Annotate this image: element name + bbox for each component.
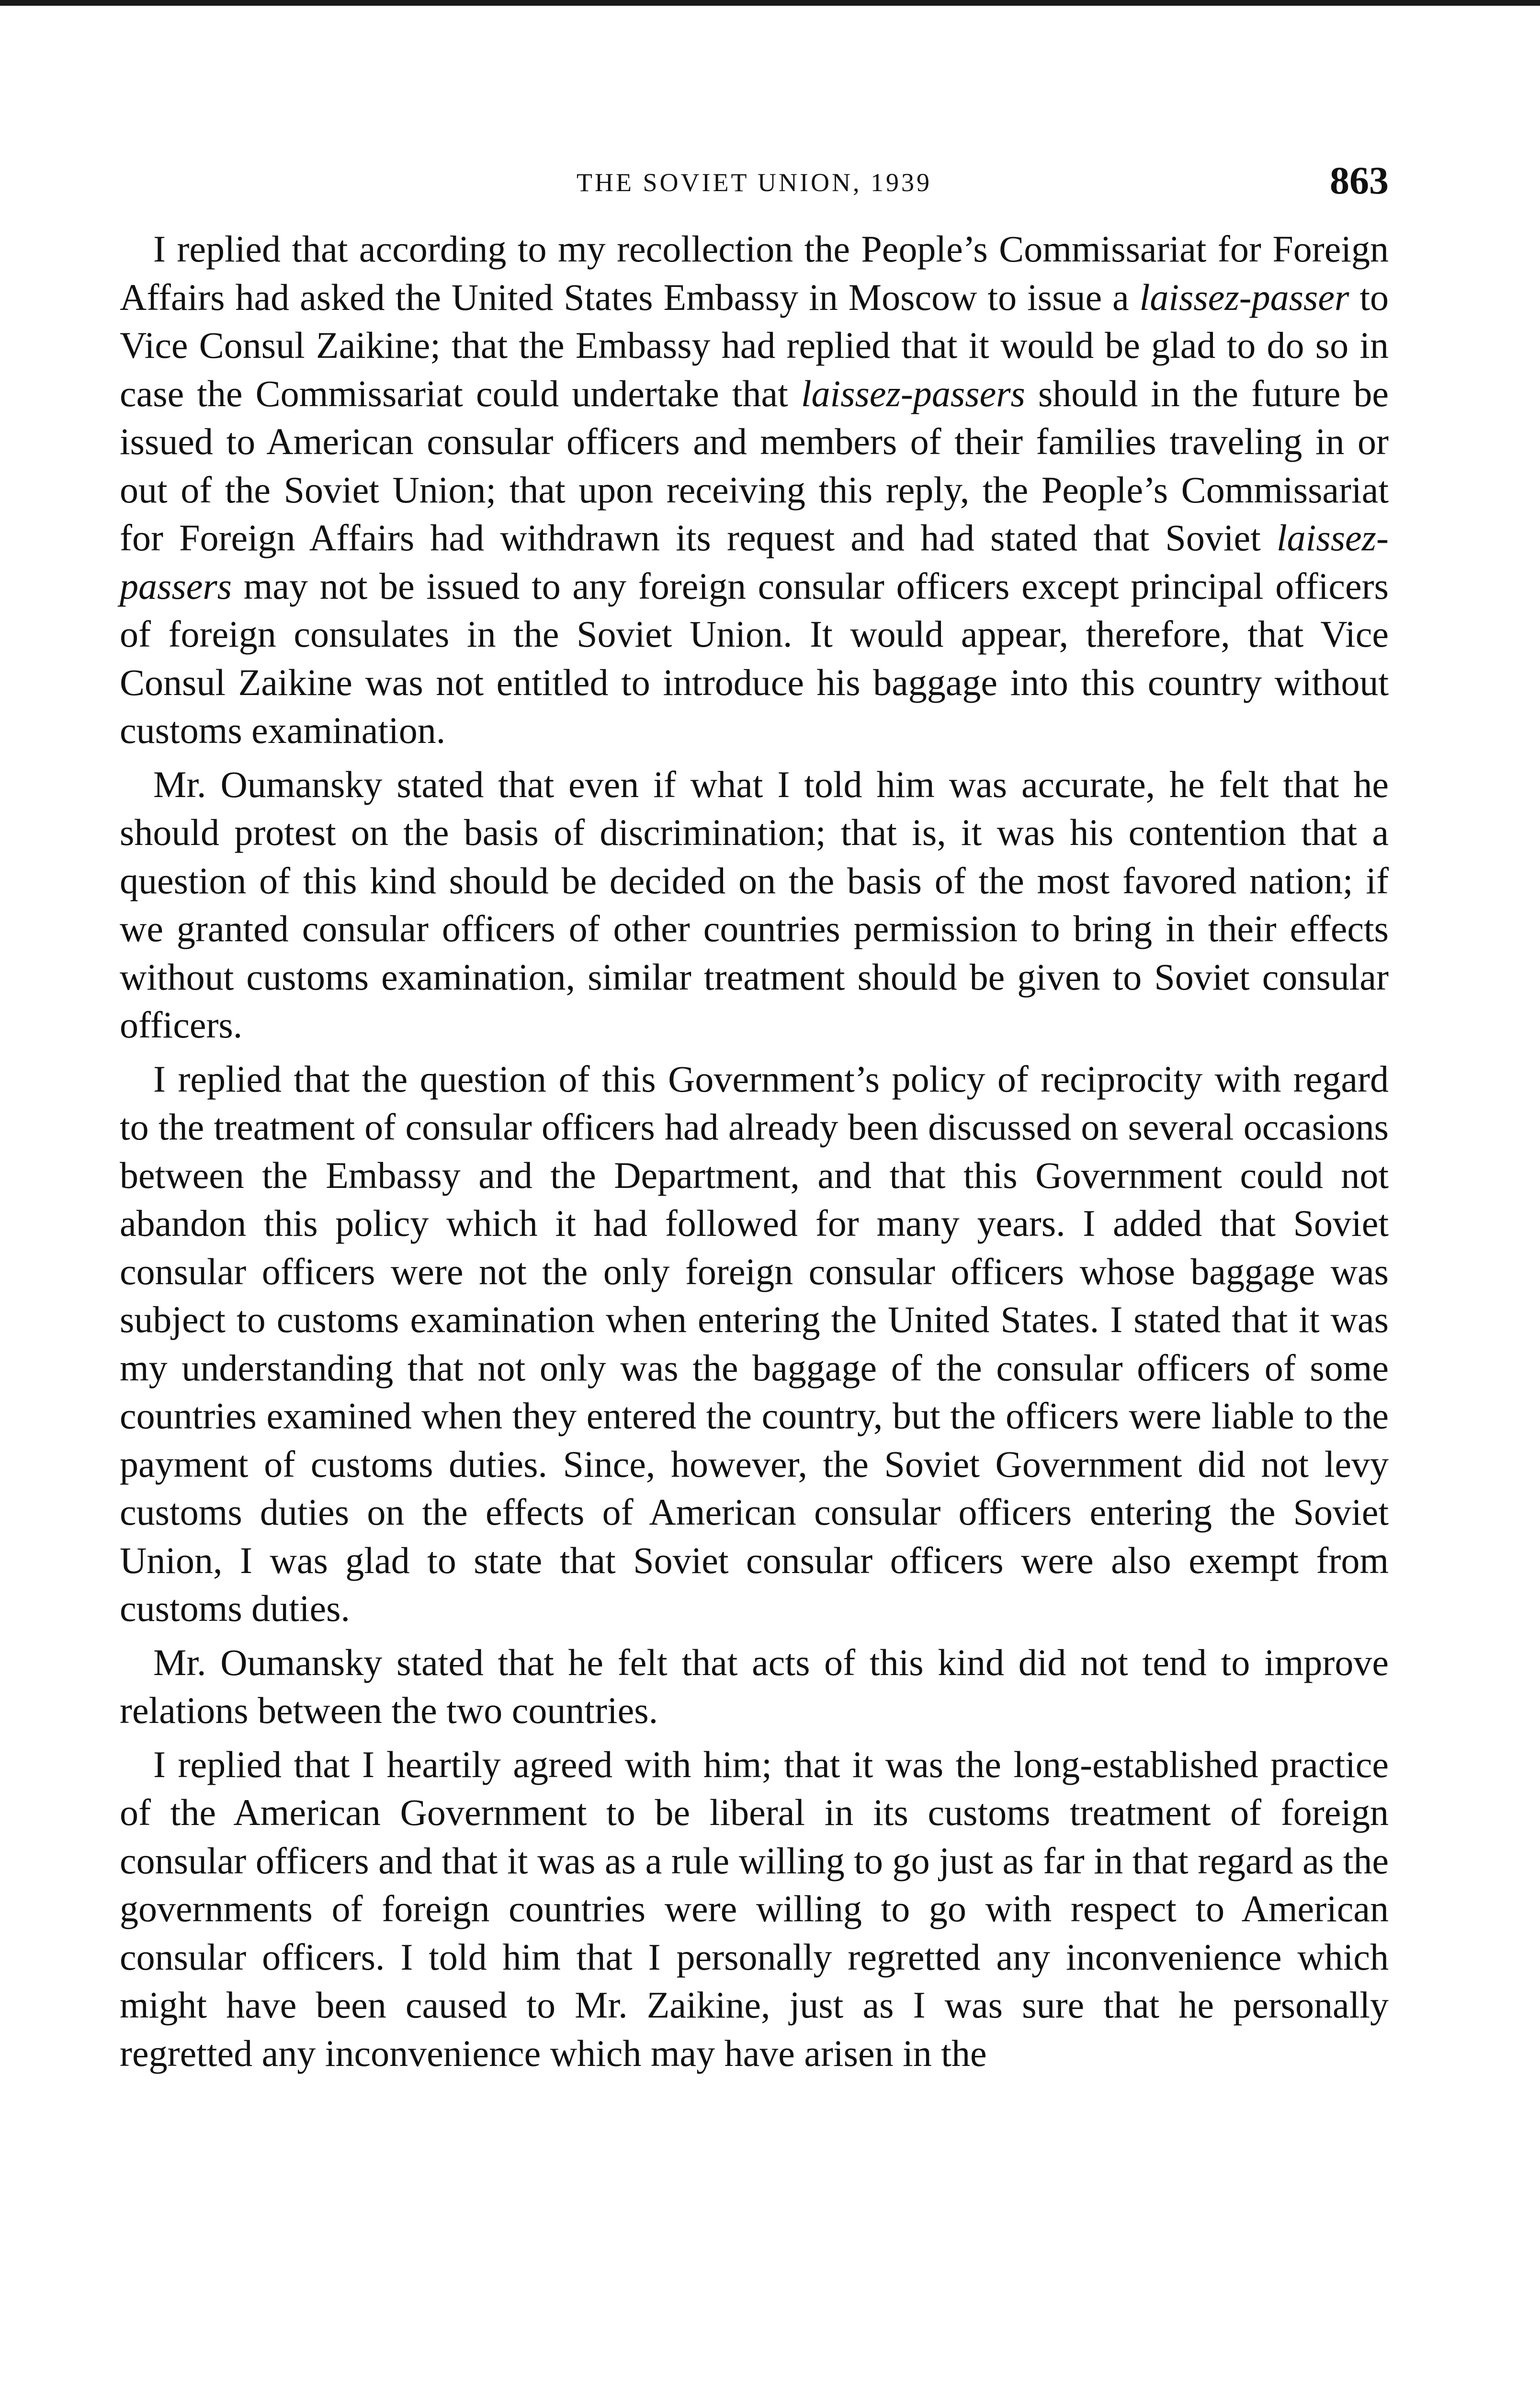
paragraph-text: should in the future be issued to American consular officers and members of their families traveling in or out of the Soviet Union; that upon receiving this reply, the People’s Commissariat for Foreign Affairs had withdrawn its request and had stated that Soviet xyxy=(120,372,1389,559)
paragraph-4 xyxy=(120,1639,1389,1735)
paragraph-5 xyxy=(120,1741,1389,2078)
italic-term: laissez-passers xyxy=(120,517,1389,607)
top-border-rule xyxy=(0,0,1540,6)
paragraph-2 xyxy=(120,761,1389,1049)
paragraph-text: I replied that according to my recollection the People’s Commissariat for Foreign Affairs had asked the United States Embassy in Moscow to issue a xyxy=(120,228,1389,318)
running-title: THE SOVIET UNION, 1939 xyxy=(577,168,932,197)
running-head xyxy=(120,158,1389,216)
italic-term: laissez-passer xyxy=(1139,276,1349,318)
paragraph-text: to Vice Consul Zaikine; that the Embassy had replied that it would be glad to do so in case the Commissariat could undertake that xyxy=(120,276,1389,414)
paragraph-text: I replied that I heartily agreed with him; that it was the long-established practice of the American Government to be liberal in its customs treatment of foreign consular officers and that it was as a rule willing to go just as far in that regard as the governments of foreign countries were willing to go with respect to American consular officers. I told him that I personally regretted any inconvenience which might have been caused to Mr. Zaikine, just as I was sure that he personally regretted any inconvenience which may have arisen in the xyxy=(120,1743,1389,2074)
paragraph-text: Mr. Oumansky stated that even if what I told him was accurate, he felt that he should protest on the basis of discrimination; that is, it was his contention that a question of this kind should be decided on the basis of the most favored nation; if we granted consular officers of other countries permission to bring in their effects without customs examination, similar treatment should be given to Soviet consular officers. xyxy=(120,763,1389,1046)
paragraph-text: Mr. Oumansky stated that he felt that acts of this kind did not tend to improve relations between the two countries. xyxy=(120,1641,1389,1731)
paragraph-text: I replied that the question of this Government’s policy of reciprocity with regard to the treatment of consular officers had already been discussed on several occasions between the Embassy and the Department, and that this Government could not abandon this policy which it had followed for many years. I added that Soviet consular officers were not the only foreign consular officers whose baggage was subject to customs examination when entering the United States. I stated that it was my understanding that not only was the baggage of the consular officers of some countries examined when they entered the country, but the officers were liable to the payment of customs duties. Since, however, the Soviet Government did not levy customs duties on the effects of American consular officers entering the Soviet Union, I was glad to state that Soviet consular officers were also exempt from customs duties. xyxy=(120,1058,1389,1629)
paragraph-text: may not be issued to any foreign consular officers except principal officers of foreign consulates in the Soviet Union. It would appear, therefore, that Vice Consul Zaikine was not entitled to introduce his baggage into this country without customs examination. xyxy=(120,565,1389,751)
page-number: 863 xyxy=(1330,159,1389,202)
paragraph-3 xyxy=(120,1055,1389,1633)
document-page xyxy=(120,158,1389,2083)
body-text xyxy=(120,225,1389,2077)
italic-term: laissez-passers xyxy=(801,372,1025,414)
paragraph-1 xyxy=(120,225,1389,755)
